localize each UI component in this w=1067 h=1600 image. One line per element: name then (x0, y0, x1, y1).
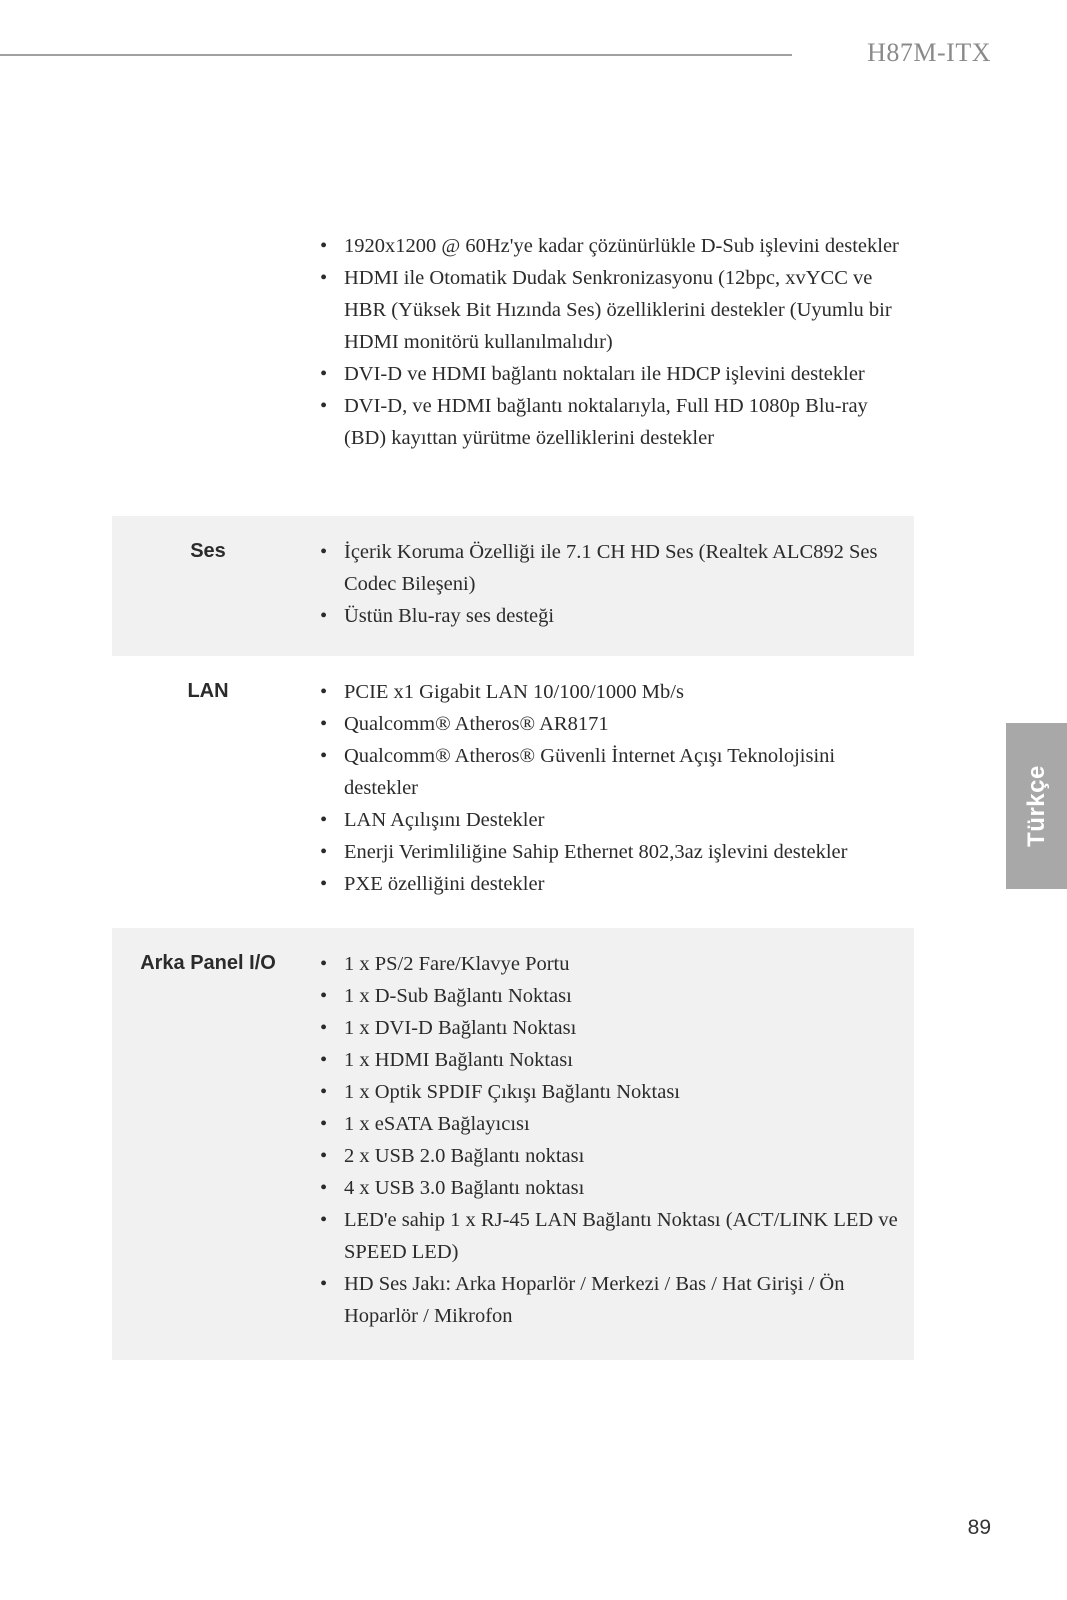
spec-item-list (320, 676, 900, 900)
spec-section-audio (112, 516, 914, 656)
spec-item-list (320, 948, 900, 1332)
section-label: Ses (190, 540, 226, 562)
spec-section-graphics (112, 230, 914, 496)
model-name: H87M-ITX (867, 38, 991, 67)
spec-item: • Qualcomm® Atheros® AR8171 (320, 708, 900, 740)
spec-item: • HD Ses Jakı: Arka Hoparlör / Merkezi / Bas / Hat Girişi / Ön Hoparlör / Mikrofon (320, 1268, 900, 1332)
spec-section-rear-panel (112, 928, 914, 1360)
page-number: 89 (967, 1516, 991, 1539)
spec-item: • İçerik Koruma Özelliği ile 7.1 CH HD Ses (Realtek ALC892 Ses Codec Bileşeni) (320, 536, 900, 600)
section-label: Arka Panel I/O (140, 952, 276, 974)
spec-item: • 1 x eSATA Bağlayıcısı (320, 1108, 900, 1140)
spec-item: • LAN Açılışını Destekler (320, 804, 900, 836)
spec-item: • HDMI ile Otomatik Dudak Senkronizasyonu (12bpc, xvYCC ve HBR (Yüksek Bit Hızında Ses) özelliklerini destekler (Uyumlu bir HDMI monitörü kullanılmalıdır) (320, 262, 900, 358)
spec-item: • 1920x1200 @ 60Hz'ye kadar çözünürlükle D-Sub işlevini destekler (320, 230, 900, 262)
language-tab (1006, 723, 1067, 889)
spec-item: • PXE özelliğini destekler (320, 868, 900, 900)
spec-item: • Qualcomm® Atheros® Güvenli İnternet Açışı Teknolojisini destekler (320, 740, 900, 804)
spec-item-list (320, 230, 900, 454)
section-label: LAN (187, 680, 229, 702)
spec-item: • PCIE x1 Gigabit LAN 10/100/1000 Mb/s (320, 676, 900, 708)
spec-item: • 1 x HDMI Bağlantı Noktası (320, 1044, 900, 1076)
spec-section-lan (112, 656, 914, 928)
spec-item: • 2 x USB 2.0 Bağlantı noktası (320, 1140, 900, 1172)
header-rule (0, 54, 792, 56)
spec-item-list (320, 536, 900, 632)
language-tab-label: Türkçe (1022, 765, 1050, 847)
spec-item: • LED'e sahip 1 x RJ-45 LAN Bağlantı Noktası (ACT/LINK LED ve SPEED LED) (320, 1204, 900, 1268)
spec-item: • 1 x PS/2 Fare/Klavye Portu (320, 948, 900, 980)
spec-item: • 1 x DVI-D Bağlantı Noktası (320, 1012, 900, 1044)
spec-item: • Enerji Verimliliğine Sahip Ethernet 802,3az işlevini destekler (320, 836, 900, 868)
spec-item: • 1 x Optik SPDIF Çıkışı Bağlantı Noktası (320, 1076, 900, 1108)
spec-item: • Üstün Blu-ray ses desteği (320, 600, 900, 632)
spec-item: • 4 x USB 3.0 Bağlantı noktası (320, 1172, 900, 1204)
spec-item: • DVI-D ve HDMI bağlantı noktaları ile HDCP işlevini destekler (320, 358, 900, 390)
spec-item: • DVI-D, ve HDMI bağlantı noktalarıyla, Full HD 1080p Blu-ray (BD) kayıttan yürütme özelliklerini destekler (320, 390, 900, 454)
spec-item: • 1 x D-Sub Bağlantı Noktası (320, 980, 900, 1012)
